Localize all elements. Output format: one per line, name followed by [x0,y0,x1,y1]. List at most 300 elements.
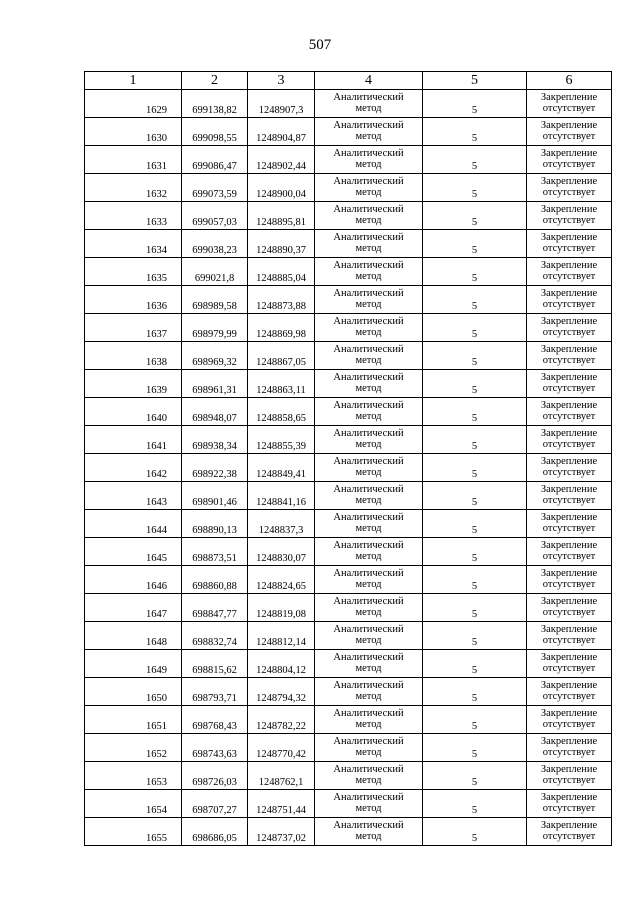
method-cell [315,622,423,650]
x-coordinate: 699098,55 [192,133,237,144]
x-coordinate-cell [182,90,248,118]
fixing-line-2: отсутствует [542,467,596,478]
x-coordinate: 698961,31 [192,385,237,396]
x-coordinate-cell [182,370,248,398]
y-coordinate: 1248812,14 [256,637,306,648]
point-id-cell [85,594,182,622]
point-id-cell [85,566,182,594]
fixing-cell [527,286,612,314]
table-row [85,258,612,286]
accuracy-cell [423,510,527,538]
x-coordinate-cell [182,622,248,650]
method-line-1: Аналитический [333,651,404,663]
x-coordinate: 698901,46 [192,497,237,508]
method-line-2: метод [355,383,382,394]
fixing-cell [527,566,612,594]
table-body [85,90,612,846]
point-id: 1635 [146,273,167,284]
x-coordinate-cell [182,594,248,622]
x-coordinate-cell [182,286,248,314]
fixing-line-2: отсутствует [542,327,596,338]
accuracy: 5 [471,721,478,732]
accuracy: 5 [471,385,478,396]
accuracy: 5 [471,413,478,424]
point-id: 1630 [146,133,167,144]
fixing-line-1: Закрепление [540,483,598,495]
method-line-1: Аналитический [333,91,404,103]
method-line-1: Аналитический [333,539,404,551]
y-coordinate: 1248794,32 [256,693,306,704]
point-id-cell [85,286,182,314]
method-cell [315,790,423,818]
y-coordinate: 1248804,12 [256,665,306,676]
x-coordinate: 699038,23 [192,245,237,256]
point-id: 1655 [146,833,167,844]
fixing-line-1: Закрепление [540,427,598,439]
accuracy-cell [423,566,527,594]
fixing-cell [527,734,612,762]
y-coordinate-cell [248,594,315,622]
point-id-cell [85,454,182,482]
fixing-cell [527,762,612,790]
y-coordinate-cell [248,118,315,146]
accuracy-cell [423,622,527,650]
fixing-cell [527,650,612,678]
method-cell [315,482,423,510]
fixing-line-1: Закрепление [540,651,598,663]
y-coordinate: 1248863,11 [256,385,306,396]
x-coordinate-cell [182,734,248,762]
accuracy-cell [423,174,527,202]
x-coordinate-cell [182,342,248,370]
method-cell [315,706,423,734]
point-id-cell [85,370,182,398]
point-id-cell [85,342,182,370]
point-id: 1640 [146,413,167,424]
fixing-line-1: Закрепление [540,175,598,187]
method-cell [315,118,423,146]
table-row [85,594,612,622]
fixing-line-1: Закрепление [540,203,598,215]
y-coordinate: 1248907,3 [258,105,304,116]
table-row [85,706,612,734]
method-line-1: Аналитический [333,147,404,159]
fixing-cell [527,314,612,342]
method-cell [315,342,423,370]
x-coordinate: 698743,63 [192,749,237,760]
method-line-2: метод [355,523,382,534]
x-coordinate-cell [182,650,248,678]
y-coordinate-cell [248,734,315,762]
method-line-1: Аналитический [333,371,404,383]
fixing-line-1: Закрепление [540,511,598,523]
x-coordinate: 698793,71 [192,693,237,704]
point-id-cell [85,90,182,118]
fixing-cell [527,230,612,258]
table-row [85,734,612,762]
accuracy-cell [423,118,527,146]
point-id-cell [85,202,182,230]
fixing-cell [527,818,612,846]
y-coordinate-cell [248,706,315,734]
method-cell [315,566,423,594]
fixing-line-1: Закрепление [540,539,598,551]
point-id-cell [85,790,182,818]
accuracy: 5 [471,329,478,340]
accuracy: 5 [471,581,478,592]
x-coordinate: 698989,58 [192,301,237,312]
method-line-2: метод [355,663,382,674]
method-line-2: метод [355,467,382,478]
fixing-cell [527,538,612,566]
method-line-2: метод [355,411,382,422]
column-header: 3 [248,72,315,90]
method-line-2: метод [355,159,382,170]
table-row [85,118,612,146]
fixing-line-2: отсутствует [542,803,596,814]
method-line-2: метод [355,103,382,114]
x-coordinate: 698979,99 [192,329,237,340]
fixing-line-2: отсутствует [542,439,596,450]
fixing-line-1: Закрепление [540,455,598,467]
method-line-1: Аналитический [333,483,404,495]
method-line-1: Аналитический [333,595,404,607]
table-row [85,146,612,174]
x-coordinate-cell [182,706,248,734]
y-coordinate: 1248904,87 [256,133,306,144]
table-row [85,790,612,818]
accuracy-cell [423,538,527,566]
fixing-line-1: Закрепление [540,735,598,747]
accuracy-cell [423,678,527,706]
y-coordinate-cell [248,230,315,258]
accuracy: 5 [471,553,478,564]
accuracy-cell [423,790,527,818]
column-header: 1 [85,72,182,90]
y-coordinate-cell [248,286,315,314]
method-line-1: Аналитический [333,315,404,327]
x-coordinate-cell [182,202,248,230]
fixing-line-2: отсутствует [542,719,596,730]
method-line-2: метод [355,439,382,450]
x-coordinate: 698726,03 [192,777,237,788]
fixing-cell [527,622,612,650]
point-id-cell [85,426,182,454]
method-line-2: метод [355,131,382,142]
table-row [85,678,612,706]
accuracy: 5 [471,245,478,256]
x-coordinate: 698948,07 [192,413,237,424]
y-coordinate: 1248858,65 [256,413,306,424]
y-coordinate: 1248770,42 [256,749,306,760]
table-row [85,174,612,202]
table-row [85,510,612,538]
y-coordinate: 1248890,37 [256,245,306,256]
accuracy: 5 [471,441,478,452]
point-id-cell [85,510,182,538]
point-id: 1649 [146,665,167,676]
method-cell [315,174,423,202]
table-row [85,454,612,482]
point-id: 1629 [146,105,167,116]
x-coordinate: 699073,59 [192,189,237,200]
fixing-line-1: Закрепление [540,287,598,299]
fixing-cell [527,398,612,426]
fixing-line-2: отсутствует [542,663,596,674]
accuracy-cell [423,146,527,174]
x-coordinate-cell [182,258,248,286]
accuracy-cell [423,650,527,678]
method-cell [315,426,423,454]
y-coordinate-cell [248,818,315,846]
y-coordinate-cell [248,398,315,426]
point-id-cell [85,622,182,650]
x-coordinate-cell [182,454,248,482]
fixing-cell [527,174,612,202]
fixing-cell [527,202,612,230]
accuracy-cell [423,734,527,762]
table-row [85,370,612,398]
method-line-1: Аналитический [333,427,404,439]
accuracy: 5 [471,217,478,228]
y-coordinate: 1248830,07 [256,553,306,564]
fixing-line-1: Закрепление [540,763,598,775]
accuracy-cell [423,594,527,622]
method-line-2: метод [355,691,382,702]
point-id: 1634 [146,245,167,256]
y-coordinate-cell [248,258,315,286]
method-line-2: метод [355,747,382,758]
x-coordinate-cell [182,398,248,426]
point-id: 1641 [146,441,167,452]
y-coordinate-cell [248,314,315,342]
fixing-cell [527,510,612,538]
accuracy: 5 [471,833,478,844]
fixing-line-1: Закрепление [540,707,598,719]
point-id: 1648 [146,637,167,648]
accuracy-cell [423,90,527,118]
method-line-1: Аналитический [333,567,404,579]
fixing-line-1: Закрепление [540,315,598,327]
y-coordinate: 1248867,05 [256,357,306,368]
method-cell [315,818,423,846]
page-number: 507 [308,37,332,53]
fixing-cell [527,118,612,146]
x-coordinate: 699057,03 [192,217,237,228]
y-coordinate: 1248885,04 [256,273,306,284]
x-coordinate-cell [182,230,248,258]
point-id-cell [85,706,182,734]
accuracy: 5 [471,609,478,620]
point-id: 1636 [146,301,167,312]
y-coordinate-cell [248,790,315,818]
x-coordinate-cell [182,118,248,146]
x-coordinate-cell [182,174,248,202]
method-line-1: Аналитический [333,735,404,747]
accuracy-cell [423,706,527,734]
fixing-line-1: Закрепление [540,259,598,271]
column-header: 4 [315,72,423,90]
fixing-line-1: Закрепление [540,791,598,803]
method-line-1: Аналитический [333,343,404,355]
fixing-cell [527,370,612,398]
method-cell [315,678,423,706]
accuracy: 5 [471,749,478,760]
column-header: 5 [423,72,527,90]
table-row [85,398,612,426]
point-id-cell [85,174,182,202]
x-coordinate-cell [182,426,248,454]
method-cell [315,454,423,482]
point-id: 1647 [146,609,167,620]
fixing-line-2: отсутствует [542,747,596,758]
fixing-line-1: Закрепление [540,819,598,831]
table-row [85,202,612,230]
y-coordinate: 1248837,3 [258,525,304,536]
x-coordinate: 698922,38 [192,469,237,480]
method-line-1: Аналитический [333,623,404,635]
point-id: 1650 [146,693,167,704]
method-cell [315,734,423,762]
y-coordinate-cell [248,90,315,118]
y-coordinate: 1248900,04 [256,189,306,200]
point-id: 1632 [146,189,167,200]
method-line-1: Аналитический [333,819,404,831]
point-id: 1651 [146,721,167,732]
y-coordinate: 1248841,16 [256,497,306,508]
y-coordinate-cell [248,510,315,538]
point-id: 1631 [146,161,167,172]
y-coordinate: 1248737,02 [256,833,306,844]
method-line-1: Аналитический [333,763,404,775]
accuracy: 5 [471,301,478,312]
table-row [85,482,612,510]
accuracy: 5 [471,469,478,480]
fixing-cell [527,678,612,706]
accuracy-cell [423,762,527,790]
y-coordinate: 1248751,44 [256,805,306,816]
method-cell [315,286,423,314]
fixing-line-1: Закрепление [540,91,598,103]
point-id: 1654 [146,805,167,816]
point-id: 1638 [146,357,167,368]
table-row [85,314,612,342]
coordinates-table [84,71,612,846]
method-cell [315,202,423,230]
point-id-cell [85,734,182,762]
table-row [85,90,612,118]
x-coordinate-cell [182,790,248,818]
y-coordinate-cell [248,426,315,454]
y-coordinate: 1248819,08 [256,609,306,620]
method-line-2: метод [355,299,382,310]
table-row [85,818,612,846]
method-line-2: метод [355,775,382,786]
fixing-line-2: отсутствует [542,243,596,254]
table-row [85,538,612,566]
point-id: 1637 [146,329,167,340]
accuracy: 5 [471,805,478,816]
method-line-2: метод [355,579,382,590]
point-id: 1642 [146,469,167,480]
fixing-line-2: отсутствует [542,691,596,702]
point-id-cell [85,482,182,510]
point-id-cell [85,398,182,426]
x-coordinate-cell [182,314,248,342]
method-line-2: метод [355,355,382,366]
x-coordinate: 698890,13 [192,525,237,536]
accuracy-cell [423,370,527,398]
accuracy-cell [423,258,527,286]
method-line-2: метод [355,635,382,646]
y-coordinate-cell [248,174,315,202]
point-id: 1644 [146,525,167,536]
accuracy: 5 [471,693,478,704]
accuracy: 5 [471,637,478,648]
fixing-line-1: Закрепление [540,231,598,243]
point-id: 1643 [146,497,167,508]
fixing-cell [527,706,612,734]
fixing-line-2: отсутствует [542,523,596,534]
method-cell [315,90,423,118]
fixing-line-2: отсутствует [542,271,596,282]
point-id-cell [85,818,182,846]
method-line-1: Аналитический [333,231,404,243]
y-coordinate-cell [248,146,315,174]
method-line-2: метод [355,187,382,198]
accuracy-cell [423,230,527,258]
point-id-cell [85,650,182,678]
point-id: 1652 [146,749,167,760]
fixing-line-2: отсутствует [542,495,596,506]
method-line-2: метод [355,607,382,618]
method-line-1: Аналитический [333,287,404,299]
method-cell [315,650,423,678]
method-line-1: Аналитический [333,175,404,187]
x-coordinate-cell [182,538,248,566]
fixing-cell [527,426,612,454]
method-line-1: Аналитический [333,679,404,691]
table-row [85,762,612,790]
fixing-line-2: отсутствует [542,103,596,114]
fixing-line-1: Закрепление [540,595,598,607]
x-coordinate-cell [182,678,248,706]
fixing-line-1: Закрепление [540,399,598,411]
accuracy-cell [423,818,527,846]
table-row [85,230,612,258]
y-coordinate: 1248869,98 [256,329,306,340]
fixing-cell [527,342,612,370]
fixing-cell [527,482,612,510]
fixing-line-2: отсутствует [542,215,596,226]
fixing-line-2: отсутствует [542,607,596,618]
point-id-cell [85,538,182,566]
fixing-line-2: отсутствует [542,411,596,422]
table-row [85,566,612,594]
x-coordinate-cell [182,510,248,538]
method-line-1: Аналитический [333,707,404,719]
x-coordinate-cell [182,818,248,846]
fixing-line-1: Закрепление [540,623,598,635]
accuracy: 5 [471,133,478,144]
table-header-row [85,72,612,90]
method-cell [315,538,423,566]
fixing-cell [527,790,612,818]
point-id: 1646 [146,581,167,592]
column-header: 6 [527,72,612,90]
fixing-line-2: отсутствует [542,635,596,646]
point-id-cell [85,762,182,790]
